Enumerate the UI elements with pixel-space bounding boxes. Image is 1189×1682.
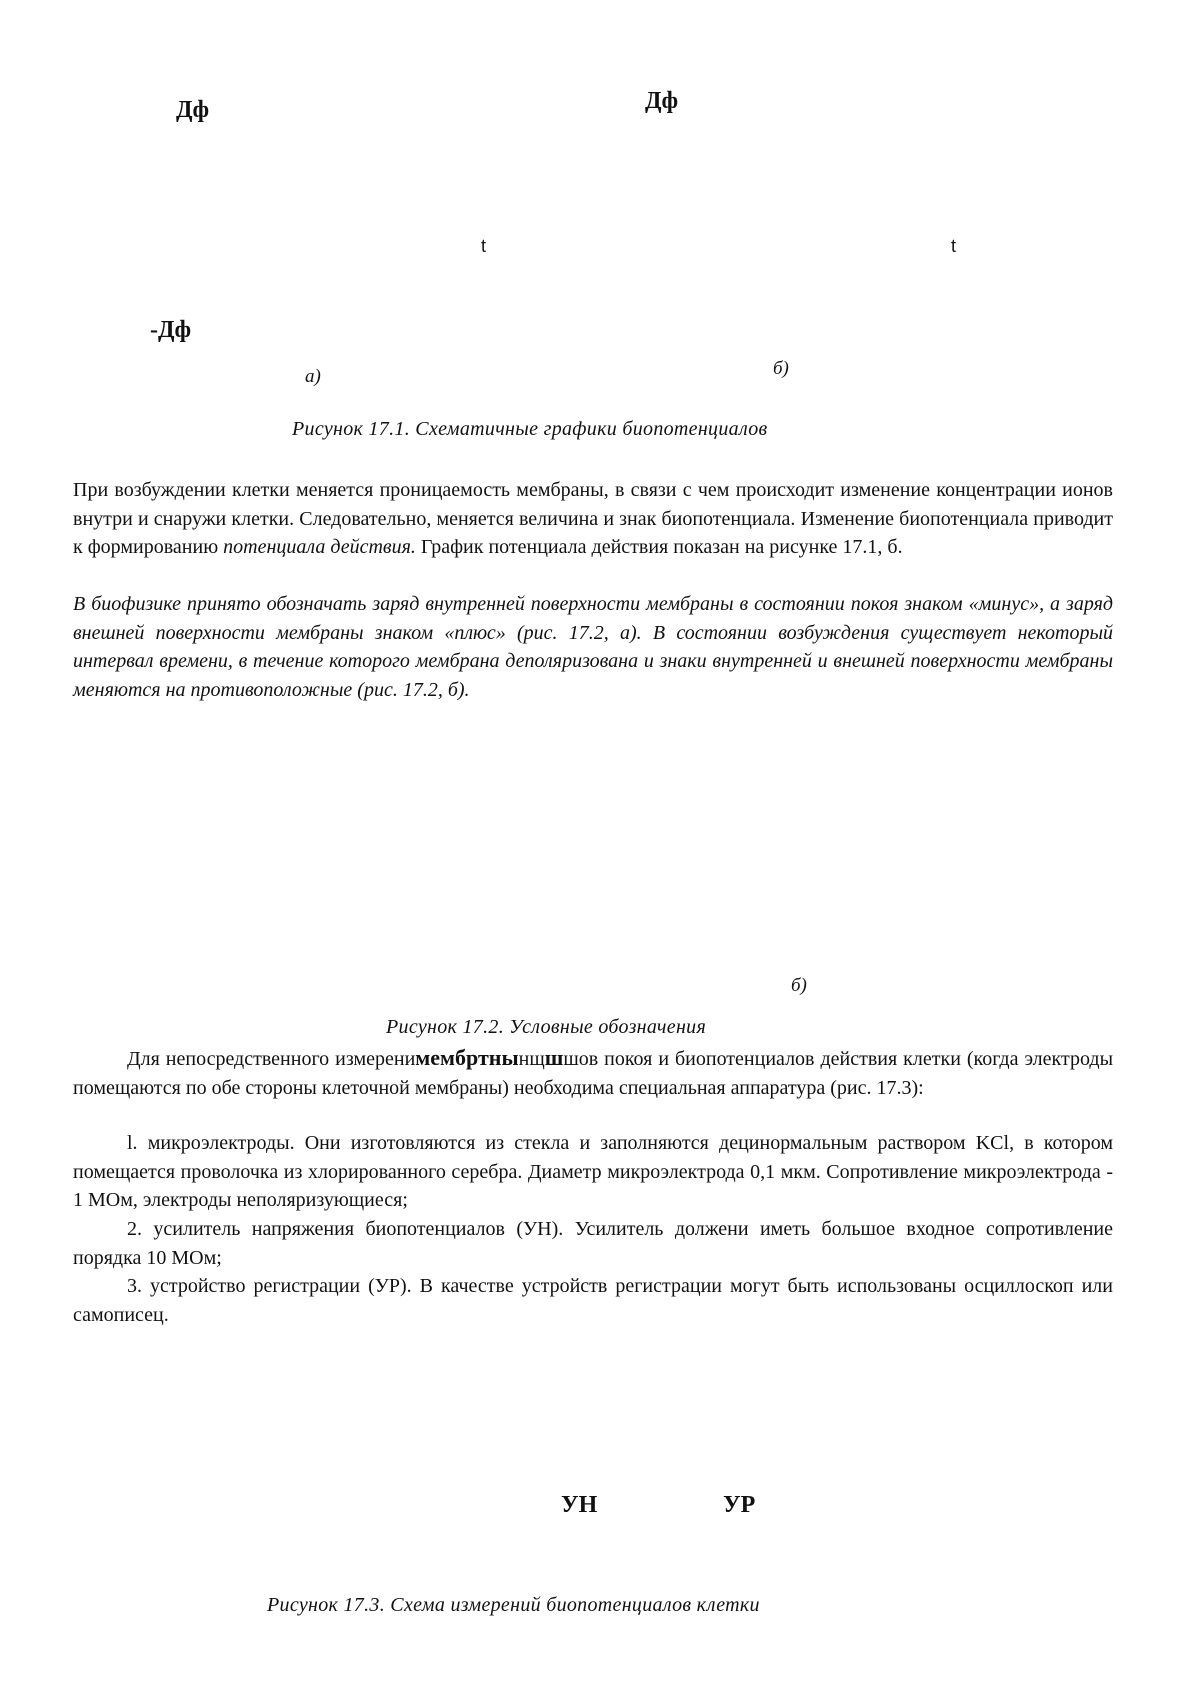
amplifier-block-label: УН bbox=[561, 1492, 598, 1518]
paragraph-measurement-text: Для непосредственного измерени bbox=[127, 1048, 416, 1070]
paragraph-measurement-overlap-2: ш bbox=[544, 1045, 564, 1070]
paragraph-measurement bbox=[73, 1044, 1113, 1102]
figure-17-1-caption: Рисунок 17.1. Схематичные графики биопотенциалов bbox=[292, 418, 768, 440]
graph-b-y-top-label: Дф bbox=[645, 88, 679, 114]
graph-b-sublabel: б) bbox=[773, 358, 789, 379]
recorder-block-label: УР bbox=[723, 1492, 756, 1518]
paragraph-biophysics: В биофизике принято обозначать заряд внутренней поверхности мембраны в состоянии покоя знаком «минус», а заряд внешней поверхности мембраны знаком «плюс» (рис. 17.2, а). В состоянии возбуждения существует некоторый интервал времени, в течение которого мембрана деполяризована и знаки внутренней и внешней поверхности мембраны меняются на противоположные (рис. 17.2, б). bbox=[73, 593, 1113, 701]
graph-a-x-axis-label: t bbox=[481, 236, 487, 256]
figure-17-3-caption: Рисунок 17.3. Схема измерений биопотенциалов клетки bbox=[267, 1594, 760, 1616]
list-item-amplifier: 2. усилитель напряжения биопотенциалов (УН). Усилитель должени иметь большое входное сопротивление порядка 10 МОм; bbox=[73, 1218, 1113, 1269]
list-item-microelectrodes: l. микроэлектроды. Они изготовляются из стекла и заполняются децинормальным раствором KCl, в котором помещается проволочка из хлорированного серебра. Диаметр микроэлектрода 0,1 мкм. Сопротивление микроэлектрода - 1 МОм, электроды неполяризующиеся; bbox=[73, 1132, 1113, 1211]
graph-a-y-bottom-label: -Дф bbox=[150, 317, 192, 343]
figure-17-2-sublabel-b: б) bbox=[791, 975, 807, 996]
figure-17-2-caption: Рисунок 17.2. Условные обозначения bbox=[386, 1016, 707, 1038]
paragraph-measurement-overlap: мембртны bbox=[415, 1045, 519, 1070]
graph-a-y-top-label: Дф bbox=[176, 97, 210, 123]
paragraph-measurement-overlap-mid: нщ bbox=[518, 1048, 545, 1070]
paragraph-excitation-text: При возбуждении клетки меняется проницаемость мембраны, в связи с чем происходит изменение концентрации ионов внутри и снаружи клетки. Следовательно, меняется величина и знак биопотенциала. Изменение биопотенциала приводит к формированию bbox=[73, 479, 1113, 558]
paragraph-measurement-tail: шов покоя и биопотенциалов действия клетки (когда электроды помещаются по обе стороны клеточной мембраны) необходима специальная аппаратура (рис. 17.3): bbox=[73, 1048, 1114, 1099]
list-item-recorder: 3. устройство регистрации (УР). В качестве устройств регистрации могут быть использованы осциллоскоп или самописец. bbox=[73, 1275, 1113, 1326]
graph-b-x-axis-label: t bbox=[951, 236, 957, 256]
paragraph-excitation-emphasis: потенциала действия. bbox=[223, 536, 416, 558]
graph-a-sublabel: а) bbox=[305, 366, 321, 387]
paragraph-excitation bbox=[73, 476, 1113, 562]
paragraph-excitation-tail: График потенциала действия показан на рисунке 17.1, б. bbox=[420, 536, 903, 558]
